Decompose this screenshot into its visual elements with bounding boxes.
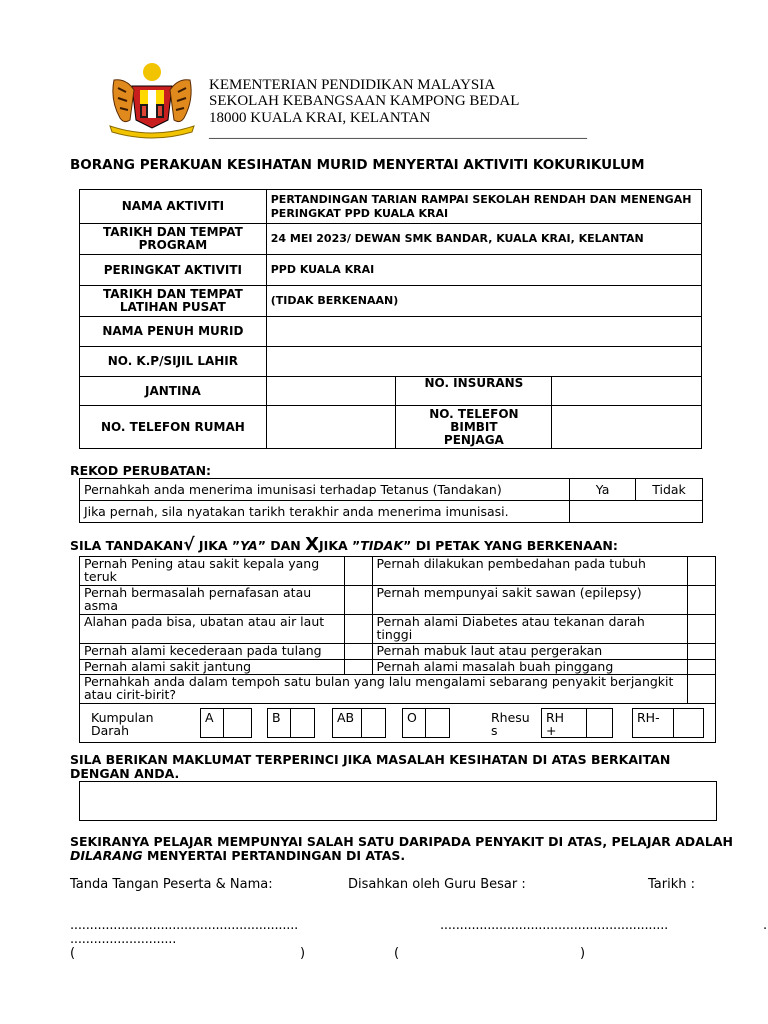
- form-title: BORANG PERAKUAN KESIHATAN MURID MENYERTAI AKTIVITI KOKURIKULUM: [70, 157, 645, 173]
- rh-positive-box[interactable]: RH +: [541, 708, 613, 738]
- guru-besar-label: Disahkan oleh Guru Besar :: [348, 877, 526, 892]
- condition-left: Pernah alami kecederaan pada tulang: [80, 644, 345, 660]
- peserta-signature-line[interactable]: ..........................................................: [70, 918, 299, 933]
- condition-checkbox[interactable]: [344, 659, 372, 675]
- peserta-signature-line-continued[interactable]: ...........................: [70, 932, 177, 947]
- blood-a-box[interactable]: A: [200, 708, 252, 738]
- detail-heading: SILA BERIKAN MAKLUMAT TERPERINCI JIKA MASALAH KESIHATAN DI ATAS BERKAITAN DENGAN ANDA.: [70, 752, 671, 781]
- insurans-label: NO. INSURANS: [396, 377, 552, 406]
- condition-right: Pernah alami Diabetes atau tekanan darah tinggi: [372, 615, 687, 644]
- blood-b-box[interactable]: B: [267, 708, 315, 738]
- blood-ab-box[interactable]: AB: [332, 708, 386, 738]
- cross-icon: X: [305, 534, 320, 555]
- rh-negative-box[interactable]: RH-: [632, 708, 704, 738]
- conditions-table: [79, 556, 716, 743]
- condition-checkbox[interactable]: [688, 675, 716, 704]
- latihan-value: (TIDAK BERKENAAN): [266, 286, 701, 317]
- condition-checkbox[interactable]: [344, 615, 372, 644]
- peserta-name-open-paren: (: [70, 946, 76, 961]
- imunisasi-question: Jika pernah, sila nyatakan tarikh terakhir anda menerima imunisasi.: [80, 501, 570, 523]
- rekod-table: [79, 478, 703, 523]
- condition-left: Pernah bermasalah pernafasan atau asma: [80, 586, 345, 615]
- rhesus-label: Rhesu s: [491, 710, 530, 738]
- condition-checkbox[interactable]: [688, 586, 716, 615]
- peringkat-value: PPD KUALA KRAI: [266, 255, 701, 286]
- tetanus-question: Pernahkah anda menerima imunisasi terhadap Tetanus (Tandakan): [80, 479, 570, 501]
- condition-checkbox[interactable]: [688, 615, 716, 644]
- condition-checkbox[interactable]: [688, 557, 716, 586]
- nama-aktiviti-value: PERTANDINGAN TARIAN RAMPAI SEKOLAH RENDAH DAN MENENGAH PERINGKAT PPD KUALA KRAI: [266, 190, 701, 224]
- condition-right: Pernah dilakukan pembedahan pada tubuh: [372, 557, 687, 586]
- condition-right: Pernah alami masalah buah pinggang: [372, 659, 687, 675]
- tarikh-label: Tarikh :: [648, 877, 695, 892]
- guru-name-open-paren: (: [394, 946, 400, 961]
- tick-icon: √: [183, 535, 195, 555]
- condition-wide: Pernahkah anda dalam tempoh satu bulan yang lalu mengalami sebarang penyakit berjangkit atau cirit-birit?: [80, 675, 688, 704]
- rekod-heading: REKOD PERUBATAN:: [70, 463, 212, 478]
- peserta-name-close-paren: ): [300, 946, 306, 961]
- telefon-rumah-field[interactable]: [266, 406, 396, 449]
- guru-signature-line[interactable]: ..........................................................: [440, 918, 669, 933]
- health-detail-field[interactable]: [79, 781, 717, 821]
- crest-logo: [104, 60, 200, 140]
- tick-instruction: SILA TANDAKAN√ JIKA ”YA” DAN XJIKA ”TIDAK” DI PETAK YANG BERKENAAN:: [70, 534, 618, 555]
- condition-checkbox[interactable]: [688, 644, 716, 660]
- nama-murid-field[interactable]: [266, 317, 701, 347]
- peserta-signature-label: Tanda Tangan Peserta & Nama:: [70, 877, 273, 892]
- guru-name-close-paren: ): [580, 946, 586, 961]
- condition-left: Pernah Pening atau sakit kepala yang teruk: [80, 557, 345, 586]
- telefon-rumah-label: NO. TELEFON RUMAH: [80, 406, 267, 449]
- condition-right: Pernah mempunyai sakit sawan (epilepsy): [372, 586, 687, 615]
- blood-o-box[interactable]: O: [402, 708, 450, 738]
- tarikh-signature-line[interactable]: .: [763, 918, 768, 933]
- condition-checkbox[interactable]: [344, 644, 372, 660]
- nama-aktiviti-label: NAMA AKTIVITI: [80, 190, 267, 224]
- warning-text: SEKIRANYA PELAJAR MEMPUNYAI SALAH SATU DARIPADA PENYAKIT DI ATAS, PELAJAR ADALAH DILARANG MENYERTAI PERTANDINGAN DI ATAS.: [70, 835, 733, 863]
- school-address: 18000 KUALA KRAI, KELANTAN: [209, 110, 431, 126]
- kp-label: NO. K.P/SIJIL LAHIR: [80, 347, 267, 377]
- header-rule: ______________________________________________________: [209, 126, 587, 141]
- telefon-bimbit-label: NO. TELEFON BIMBIT PENJAGA: [396, 406, 552, 449]
- ministry-name: KEMENTERIAN PENDIDIKAN MALAYSIA: [209, 77, 496, 93]
- condition-right: Pernah mabuk laut atau pergerakan: [372, 644, 687, 660]
- jantina-field[interactable]: [266, 377, 396, 406]
- tarikh-program-label: TARIKH DAN TEMPAT PROGRAM: [80, 224, 267, 255]
- latihan-label: TARIKH DAN TEMPAT LATIHAN PUSAT: [80, 286, 267, 317]
- tetanus-ya-option[interactable]: Ya: [570, 479, 636, 501]
- jantina-label: JANTINA: [80, 377, 267, 406]
- nama-murid-label: NAMA PENUH MURID: [80, 317, 267, 347]
- school-name: SEKOLAH KEBANGSAAN KAMPONG BEDAL: [209, 93, 520, 109]
- telefon-bimbit-field[interactable]: [552, 406, 702, 449]
- blood-group-row: [80, 704, 716, 743]
- condition-checkbox[interactable]: [344, 557, 372, 586]
- condition-checkbox[interactable]: [688, 659, 716, 675]
- condition-left: Pernah alami sakit jantung: [80, 659, 345, 675]
- tarikh-program-value: 24 MEI 2023/ DEWAN SMK BANDAR, KUALA KRAI, KELANTAN: [266, 224, 701, 255]
- imunisasi-date-field[interactable]: [570, 501, 703, 523]
- blood-group-label: Kumpulan Darah: [91, 710, 154, 738]
- kp-field[interactable]: [266, 347, 701, 377]
- condition-checkbox[interactable]: [344, 586, 372, 615]
- details-table: [79, 189, 702, 449]
- tetanus-tidak-option[interactable]: Tidak: [636, 479, 703, 501]
- insurans-field[interactable]: [552, 377, 702, 406]
- peringkat-label: PERINGKAT AKTIVITI: [80, 255, 267, 286]
- condition-left: Alahan pada bisa, ubatan atau air laut: [80, 615, 345, 644]
